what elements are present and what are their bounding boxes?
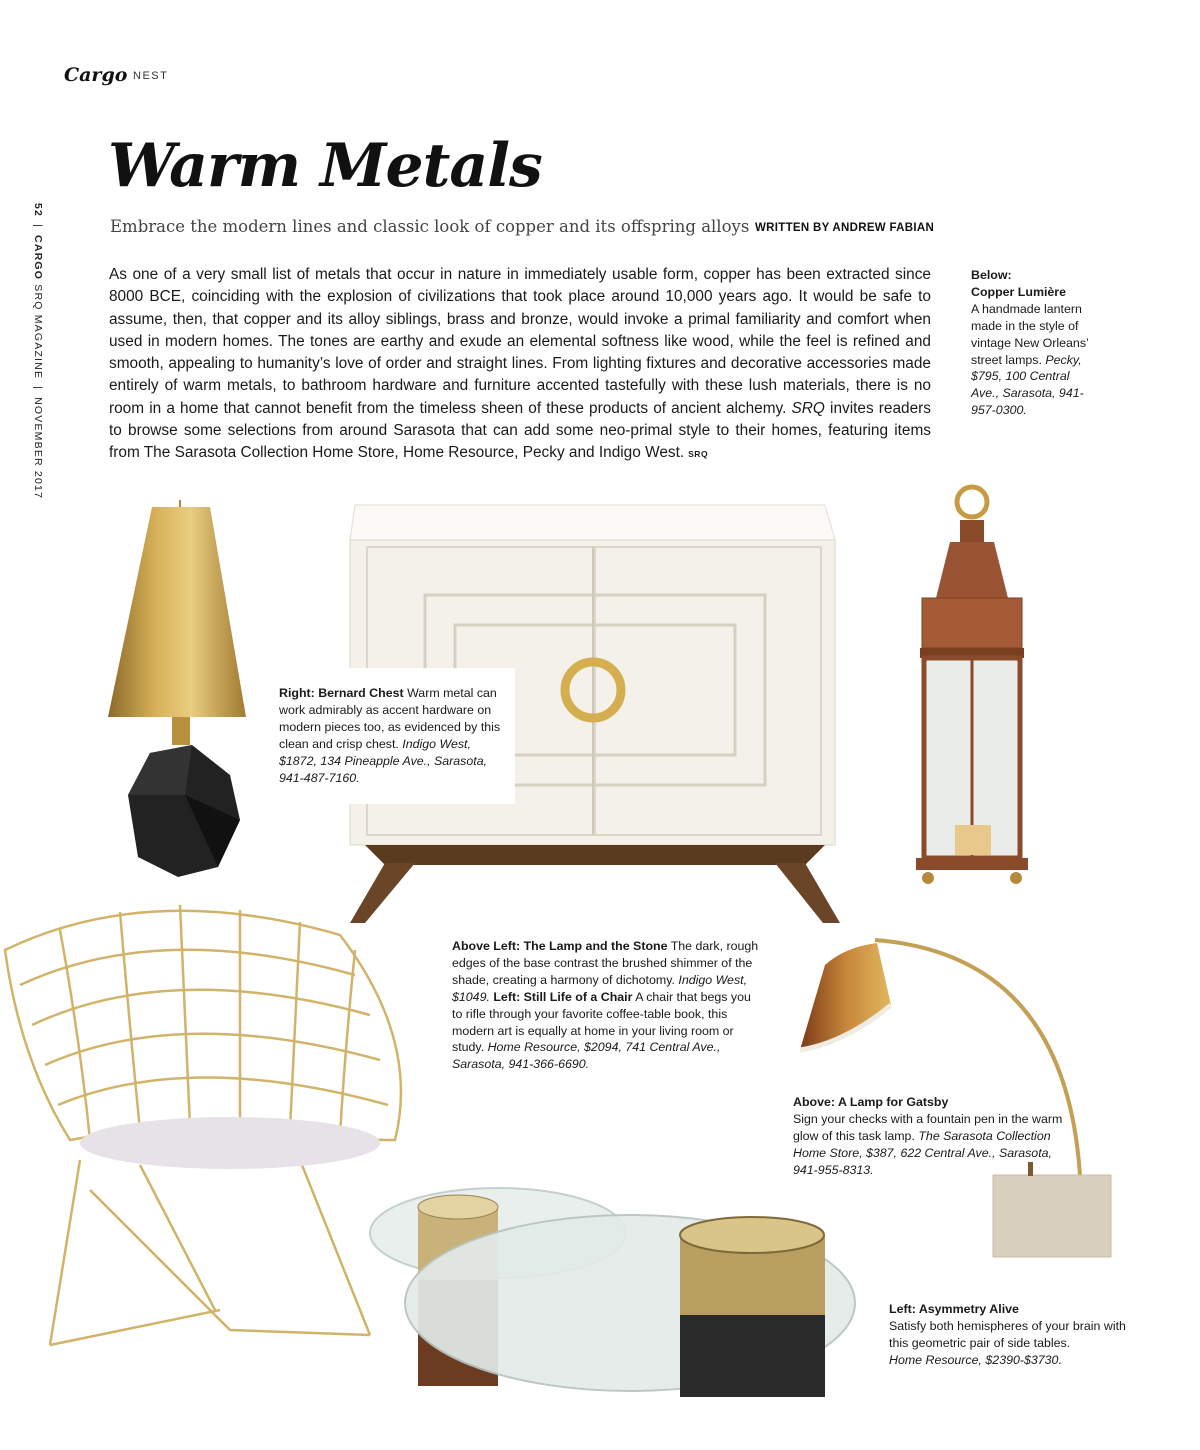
caption-asym-info: Home Resource, $2390-$3730.	[889, 1352, 1062, 1367]
article-title: Warm Metals	[108, 131, 542, 201]
caption-aboveleft-lead1: Above Left: The Lamp and the Stone	[452, 939, 668, 953]
page-folio	[32, 203, 44, 499]
caption-aboveleft-info1: Indigo West, $1049.	[452, 972, 748, 1004]
folio-issue: NOVEMBER 2017	[32, 397, 44, 500]
caption-lamp-and-chair	[452, 938, 760, 1073]
caption-aboveleft-lead2: Left: Still Life of a Chair	[493, 989, 633, 1004]
magazine-brand: Cargo	[64, 64, 128, 86]
caption-copper-lumiere	[971, 267, 1096, 419]
caption-aboveleft-info2: Home Resource, $2094, 741 Central Ave., Sarasota, 941-366-6690.	[452, 1040, 721, 1072]
caption-below-info: Pecky, $795, 100 Central Ave., Sarasota, 941-957-0300.	[971, 352, 1084, 418]
caption-gatsby-text: Sign your checks with a fountain pen in the warm glow of this task lamp.	[793, 1111, 1063, 1143]
folio-magazine: SRQ MAGAZINE	[32, 284, 44, 380]
folio-separator-2: |	[32, 386, 44, 391]
article-byline: WRITTEN BY ANDREW FABIAN	[755, 222, 935, 234]
caption-asymmetry-alive	[889, 1301, 1129, 1369]
body-part-2: invites readers to browse some selections from around Sarasota that can add some neo-primal style to their homes, featuring items from The Sarasota Collection Home Store, Home Resource, Pecky and Indigo West.	[109, 399, 931, 462]
side-tables-image	[370, 1185, 890, 1435]
caption-below-lead2: Copper Lumière	[971, 284, 1067, 299]
caption-gatsby-info: The Sarasota Collection Home Store, $387, 622 Central Ave., Sarasota, 941-955-8313.	[793, 1128, 1052, 1177]
copper-lantern-image	[910, 480, 1050, 900]
caption-below-lead1: Below:	[971, 268, 1012, 282]
caption-asym-text: Satisfy both hemispheres of your brain with this geometric pair of side tables.	[889, 1318, 1126, 1350]
caption-aboveleft-text2: A chair that begs you to rifle through your favorite coffee-table book, this modern art is equally at home in your living room or study.	[452, 989, 751, 1055]
body-italic-srq: SRQ	[791, 399, 825, 417]
body-part-1: As one of a very small list of metals that occur in nature in immediately usable form, copper has been extracted since 8000 BCE, coinciding with the explosion of civilizations that took place around 10,000 years ago. It would be safe to assume, then, that copper and its alloy siblings, brass and bronze, would invoke a primal familiarity and comfort when used in modern homes. The tones are earthy and exude an elemental softness like wood, while the feel is refined and smooth, appealing to humanity’s love of order and straight lines. From lighting fixtures and decorative accessories made entirely of warm metals, to bathroom hardware and furniture accented tastefully with these lush materials, there is no room in a home that cannot benefit from the timeless sheen of these products of ancient alchemy.	[109, 266, 931, 417]
caption-aboveleft-text1: The dark, rough edges of the base contrast the brushed shimmer of the shade, creating a harmony of dichotomy.	[452, 939, 759, 987]
folio-separator: |	[32, 224, 44, 229]
section-label: NEST	[133, 70, 169, 82]
article-body	[109, 264, 931, 466]
caption-below-text: A handmade lantern made in the style of vintage New Orleans’ street lamps.	[971, 301, 1089, 367]
wire-chair-image	[0, 890, 430, 1360]
folio-magazine-bold: CARGO	[32, 235, 44, 281]
caption-asym-lead: Left: Asymmetry Alive	[889, 1302, 1019, 1316]
end-mark: SRQ	[688, 449, 709, 460]
table-lamp-image	[100, 495, 260, 935]
caption-bernard-chest	[279, 685, 503, 786]
article-subtitle: Embrace the modern lines and classic look of copper and its offspring alloys	[110, 217, 750, 236]
page-number: 52	[32, 203, 44, 218]
caption-gatsby-lead: Above: A Lamp for Gatsby	[793, 1095, 949, 1109]
caption-right-text: Warm metal can work admirably as accent hardware on modern pieces too, as evidenced by this clean and crisp chest.	[279, 686, 501, 751]
caption-right-info: Indigo West, $1872, 134 Pineapple Ave., Sarasota, 941-487-7160.	[279, 736, 488, 785]
caption-lamp-for-gatsby	[793, 1094, 1063, 1179]
caption-right-lead: Right: Bernard Chest	[279, 686, 404, 700]
